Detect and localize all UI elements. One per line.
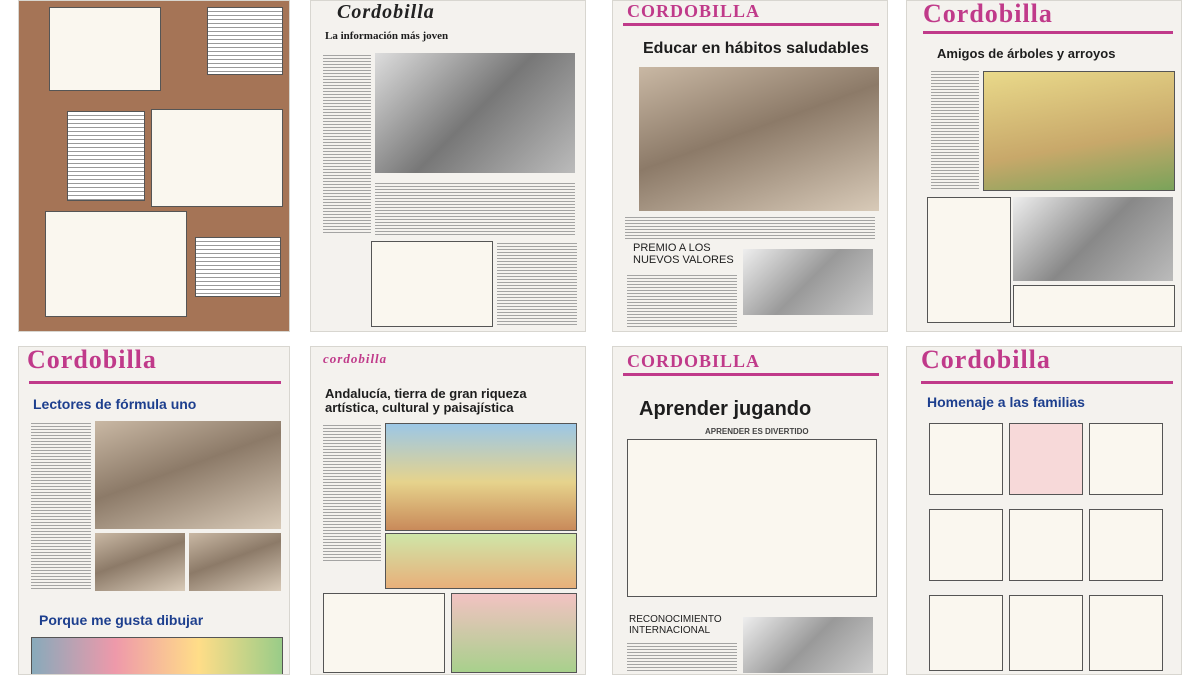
masthead-bar	[923, 31, 1173, 34]
newspaper-page-7	[612, 346, 888, 675]
clipping-text	[67, 111, 145, 201]
masthead-bar	[29, 381, 281, 384]
newspaper-page-2	[310, 0, 586, 332]
children-drawing	[385, 423, 577, 531]
children-drawing	[929, 509, 1003, 581]
children-drawing	[983, 71, 1175, 191]
article-text	[931, 69, 979, 189]
secondary-headline: Porque me gusta dibujar	[39, 612, 204, 628]
article-text	[31, 421, 91, 591]
children-drawing	[31, 637, 283, 675]
headline: Andalucía, tierra de gran riqueza artística, cultural y paisajística	[325, 386, 527, 415]
children-drawing	[1009, 595, 1083, 671]
handwritten-subtitle: APRENDER ES DIVERTIDO	[705, 427, 809, 436]
article-text	[323, 53, 371, 233]
children-drawing	[1009, 423, 1083, 495]
secondary-headline: RECONOCIMIENTO INTERNACIONAL	[629, 614, 722, 636]
article-text	[625, 215, 875, 239]
masthead: CORDOBILLA	[627, 351, 761, 371]
children-drawing	[323, 593, 445, 673]
article-text	[375, 181, 575, 235]
children-drawing	[1089, 595, 1163, 671]
headline: Homenaje a las familias	[927, 394, 1085, 410]
children-drawing	[451, 593, 577, 673]
masthead-bar	[623, 373, 879, 376]
masthead-bar	[921, 381, 1173, 384]
classroom-photo	[189, 533, 281, 591]
secondary-headline: PREMIO A LOS NUEVOS VALORES	[633, 242, 734, 266]
clipping-drawing	[49, 7, 161, 91]
classroom-photo	[95, 421, 281, 529]
group-photo	[743, 617, 873, 673]
masthead: Cordobilla	[337, 1, 435, 23]
clipping-text	[207, 7, 283, 75]
headline: Amigos de árboles y arroyos	[937, 46, 1116, 61]
children-drawing	[927, 197, 1011, 323]
newspaper-page-1	[18, 0, 290, 332]
clipping-drawing	[151, 109, 283, 207]
group-photo	[639, 67, 879, 211]
article-text	[627, 273, 737, 327]
headline: La información más joven	[325, 30, 449, 42]
newspaper-page-5	[18, 346, 290, 675]
article-text	[323, 423, 381, 563]
children-drawing	[1089, 423, 1163, 495]
children-drawing	[385, 533, 577, 589]
clipping-text	[195, 237, 281, 297]
classroom-photo	[95, 533, 185, 591]
masthead: CORDOBILLA	[627, 1, 761, 21]
children-drawing	[1089, 509, 1163, 581]
article-text	[497, 241, 577, 325]
article-photo	[375, 53, 575, 173]
children-photo	[1013, 197, 1173, 281]
newspaper-page-4	[906, 0, 1182, 332]
newspaper-page-6	[310, 346, 586, 675]
article-text	[627, 641, 737, 673]
children-drawing	[1009, 509, 1083, 581]
masthead-bar	[623, 23, 879, 26]
headline: Aprender jugando	[639, 398, 812, 420]
children-drawing	[371, 241, 493, 327]
children-drawing	[1013, 285, 1175, 327]
children-drawing	[929, 423, 1003, 495]
masthead: Cordobilla	[27, 346, 157, 374]
masthead: Cordobilla	[923, 0, 1053, 28]
masthead: cordobilla	[323, 351, 388, 366]
children-drawing	[627, 439, 877, 597]
newspaper-page-8	[906, 346, 1182, 675]
clipping-drawing	[45, 211, 187, 317]
children-drawing	[929, 595, 1003, 671]
masthead: Cordobilla	[921, 346, 1051, 374]
headline: Educar en hábitos saludables	[643, 40, 869, 57]
headline: Lectores de fórmula uno	[33, 396, 197, 412]
newspaper-page-3	[612, 0, 888, 332]
award-photo	[743, 249, 873, 315]
